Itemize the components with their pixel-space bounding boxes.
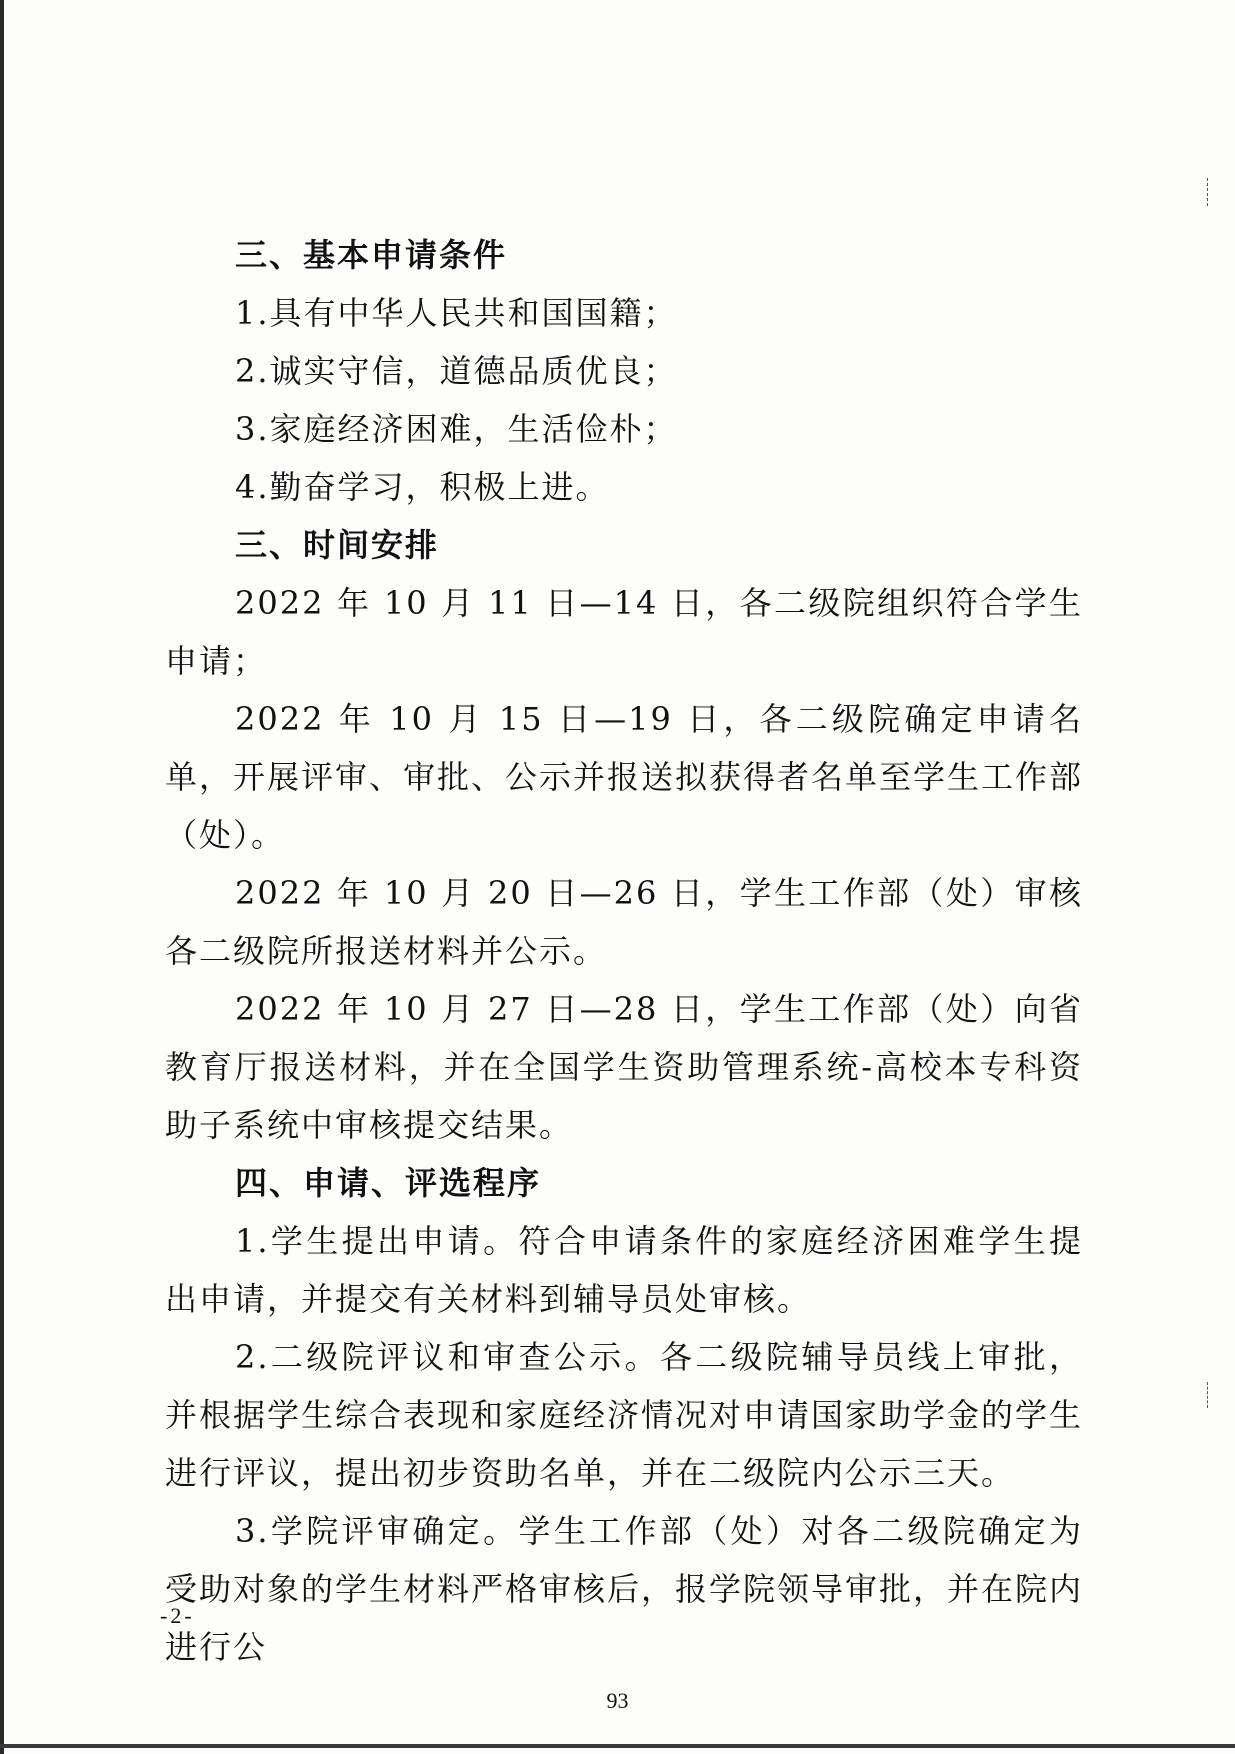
section-heading-conditions: 三、基本申请条件 [235, 236, 508, 274]
page-mark: -2- [160, 1603, 195, 1628]
scan-bottom-edge [0, 1744, 1235, 1748]
schedule-item: 2022 年 10 月 27 日—28 日，学生工作部（处）向省教育厅报送材料，并在全国学生资助管理系统-高校本专科资助子系统中审核提交结果。 [165, 990, 1083, 1144]
condition-item: 4.勤奋学习，积极上进。 [235, 468, 610, 506]
procedure-item: 1.学生提出申请。符合申请条件的家庭经济困难学生提出申请，并提交有关材料到辅导员处审核。 [165, 1222, 1083, 1318]
section-heading-schedule: 三、时间安排 [235, 526, 440, 564]
procedure-item: 3.学院评审确定。学生工作部（处）对各二级院确定为受助对象的学生材料严格审核后，报学院领导审批，并在院内进行公 [165, 1512, 1084, 1666]
condition-item: 2.诚实守信，道德品质优良； [235, 352, 678, 390]
document-body [165, 226, 1083, 1676]
section-heading-procedure: 四、申请、评选程序 [235, 1164, 542, 1202]
scan-mark-bottom [1207, 1382, 1209, 1408]
condition-item: 1.具有中华人民共和国国籍； [235, 294, 678, 332]
procedure-item: 2.二级院评议和审查公示。各二级院辅导员线上审批，并根据学生综合表现和家庭经济情况对申请国家助学金的学生进行评议，提出初步资助名单，并在二级院内公示三天。 [165, 1338, 1084, 1492]
scan-mark-top [1207, 178, 1209, 206]
page-number: 93 [606, 1688, 629, 1713]
scan-left-edge [0, 0, 4, 1754]
schedule-item: 2022 年 10 月 11 日—14 日，各二级院组织符合学生申请； [165, 584, 1083, 680]
condition-item: 3.家庭经济困难，生活俭朴； [235, 410, 678, 448]
schedule-item: 2022 年 10 月 20 日—26 日，学生工作部（处）审核各二级院所报送材料并公示。 [165, 874, 1083, 970]
schedule-item: 2022 年 10 月 15 日—19 日，各二级院确定申请名单，开展评审、审批、公示并报送拟获得者名单至学生工作部（处）。 [165, 700, 1084, 854]
